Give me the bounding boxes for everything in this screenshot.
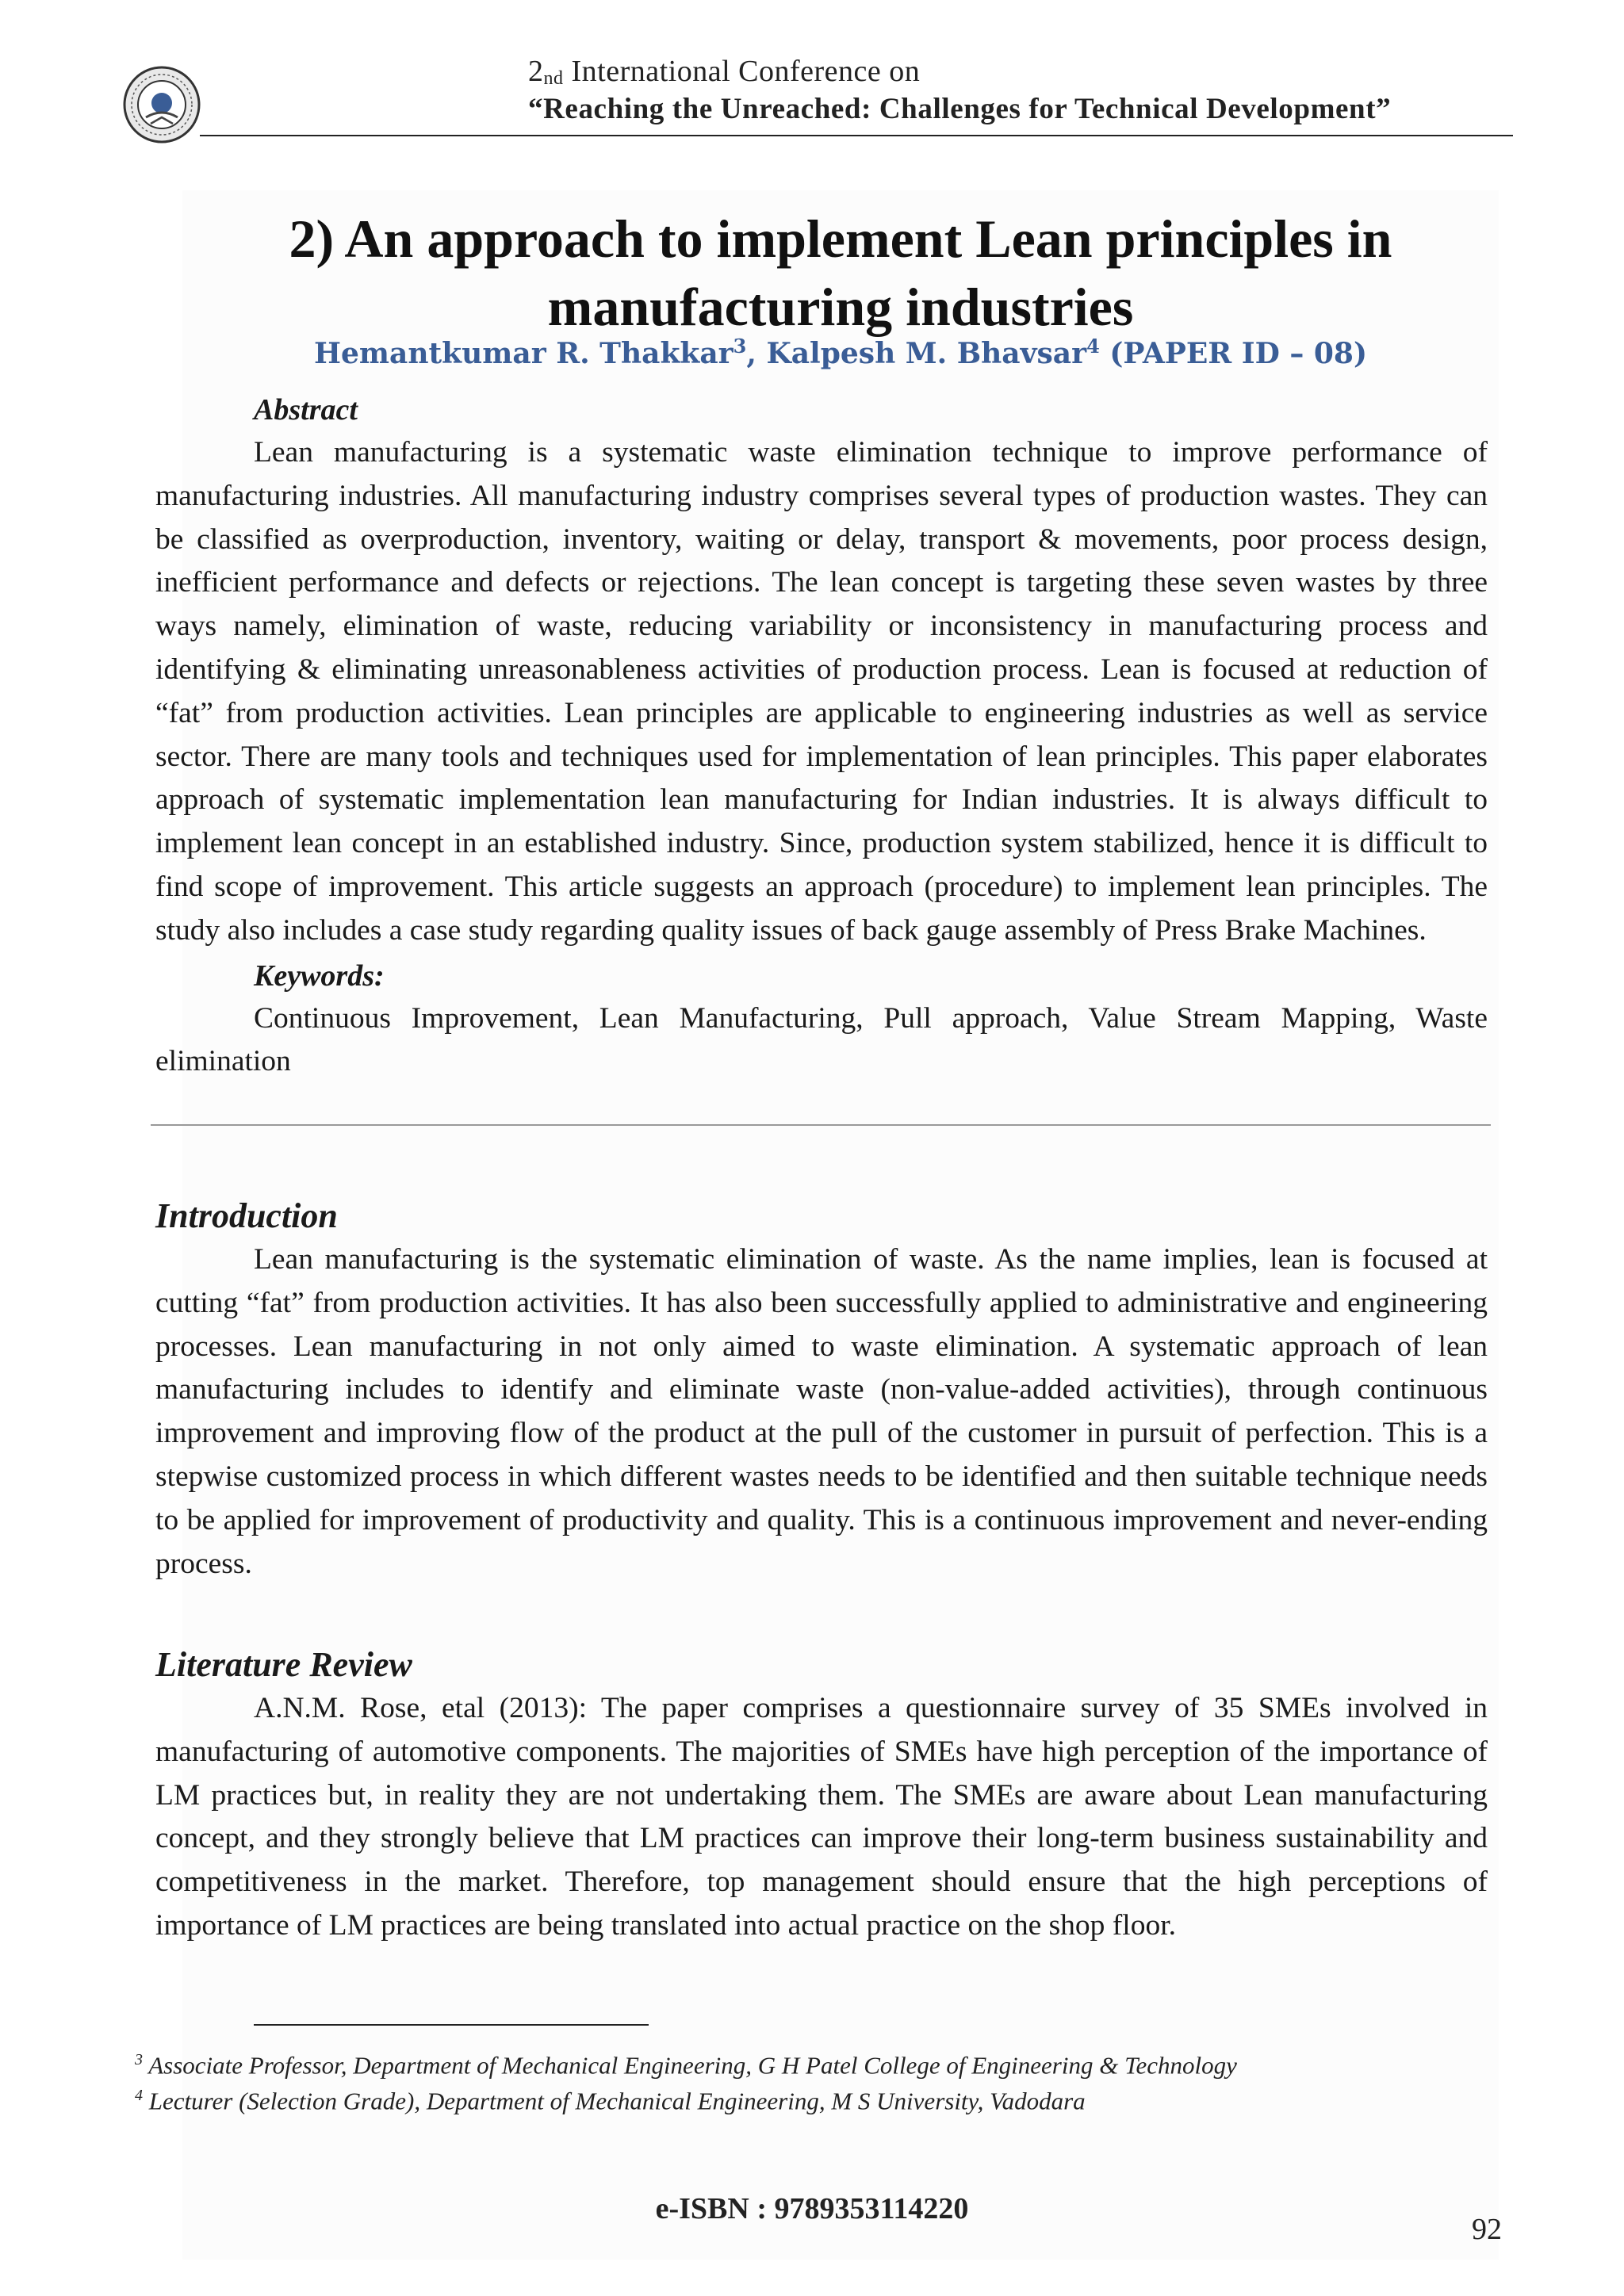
author-1-footnote-mark[interactable]: 3 xyxy=(733,335,747,358)
footnote-4: $^4$ Lecturer (Selection Grade), Department of Mechanical Engineering, M S University, Vadodara xyxy=(135,2087,1086,2115)
keywords-heading: Keywords: xyxy=(254,959,385,993)
paper-title xyxy=(198,205,1483,341)
header-divider xyxy=(200,135,1513,136)
literature-review-heading: Literature Review xyxy=(155,1645,412,1684)
abstract-divider xyxy=(151,1124,1491,1126)
paper-title-line-2: manufacturing industries xyxy=(547,277,1134,337)
paper-authors: Hemantkumar R. Thakkar$^3$, Kalpesh M. Bhavsar$^4$ (PAPER ID – 08) xyxy=(314,335,1367,370)
introduction-text: Lean manufacturing is the systematic elimination of waste. As the name implies, lean is focused at cutting “fat” from production activities. It has also been successfully applied to administrative and engineering processes. Lean manufacturing in not only aimed to waste elimination. A systematic approach of lean manufacturing includes to identify and eliminate waste (non-value-added activities), through continuous improvement and improving flow of the product at the pull of the customer in pursuit of perfection. This is a stepwise customized process in which different wastes needs to be identified and then suitable technique needs to be applied for improvement of productivity and quality. This is a continuous improvement and never-ending process. xyxy=(155,1243,1488,1580)
page-number: 92 xyxy=(1472,2213,1502,2246)
conference-seal-icon xyxy=(122,65,201,144)
conference-theme: “Reaching the Unreached: Challenges for Technical Development” xyxy=(528,93,1392,125)
author-2: Kalpesh M. Bhavsar xyxy=(766,337,1087,370)
paper-title-line-1: 2) An approach to implement Lean principles in xyxy=(289,209,1392,269)
introduction-section xyxy=(155,1238,1488,1586)
paper-id: (PAPER ID – 08) xyxy=(1099,337,1367,370)
author-1: Hemantkumar R. Thakkar xyxy=(314,337,733,370)
footnote-divider xyxy=(254,2024,649,2026)
conference-name: $2_{nd}$ International Conference on xyxy=(528,55,921,89)
abstract-text: Lean manufacturing is a systematic waste elimination technique to improve performance of manufacturing industries. All manufacturing industry comprises several types of production wastes. They can be classified as overproduction, inventory, waiting or delay, transport & movements, poor process design, inefficient performance and defects or rejections. The lean concept is targeting these seven wastes by three ways namely, elimination of waste, reducing variability or inconsistency in manufacturing process and identifying & eliminating unreasonableness activities of production process. Lean is focused at reduction of “fat” from production activities. Lean principles are applicable to engineering industries as well as service sector. There are many tools and techniques used for implementation of lean principles. This paper elaborates approach of systematic implementation lean manufacturing for Indian industries. It is always difficult to implement lean concept in an established industry. Since, production system stabilized, hence it is difficult to find scope of improvement. This article suggests an approach (procedure) to implement lean principles. The study also includes a case study regarding quality issues of back gauge assembly of Press Brake Machines. xyxy=(155,436,1488,947)
abstract-section xyxy=(155,388,1488,1084)
literature-review-section xyxy=(155,1687,1488,1948)
isbn-footer: e-ISBN : 9789353114220 xyxy=(655,2192,969,2225)
literature-review-text: A.N.M. Rose, etal (2013): The paper comprises a questionnaire survey of 35 SMEs involved in manufacturing of automotive components. The majorities of SMEs have high perception of the importance of LM practices but, in reality they are not undertaking them. The SMEs are aware about Lean manufacturing concept, and they strongly believe that LM practices can improve their long-term business sustainability and competitiveness in the market. Therefore, top management should ensure that the high perceptions of importance of LM practices are being translated into actual practice on the shop floor. xyxy=(155,1692,1488,1942)
abstract-heading: Abstract xyxy=(254,393,358,427)
keywords-text: Continuous Improvement, Lean Manufacturing, Pull approach, Value Stream Mapping, Waste elimination xyxy=(155,1001,1488,1078)
author-2-footnote-mark[interactable]: 4 xyxy=(1086,335,1100,358)
footnote-3: $^3$ Associate Professor, Department of Mechanical Engineering, G H Patel College of Engineering & Technology xyxy=(135,2051,1237,2080)
introduction-heading: Introduction xyxy=(155,1196,338,1235)
